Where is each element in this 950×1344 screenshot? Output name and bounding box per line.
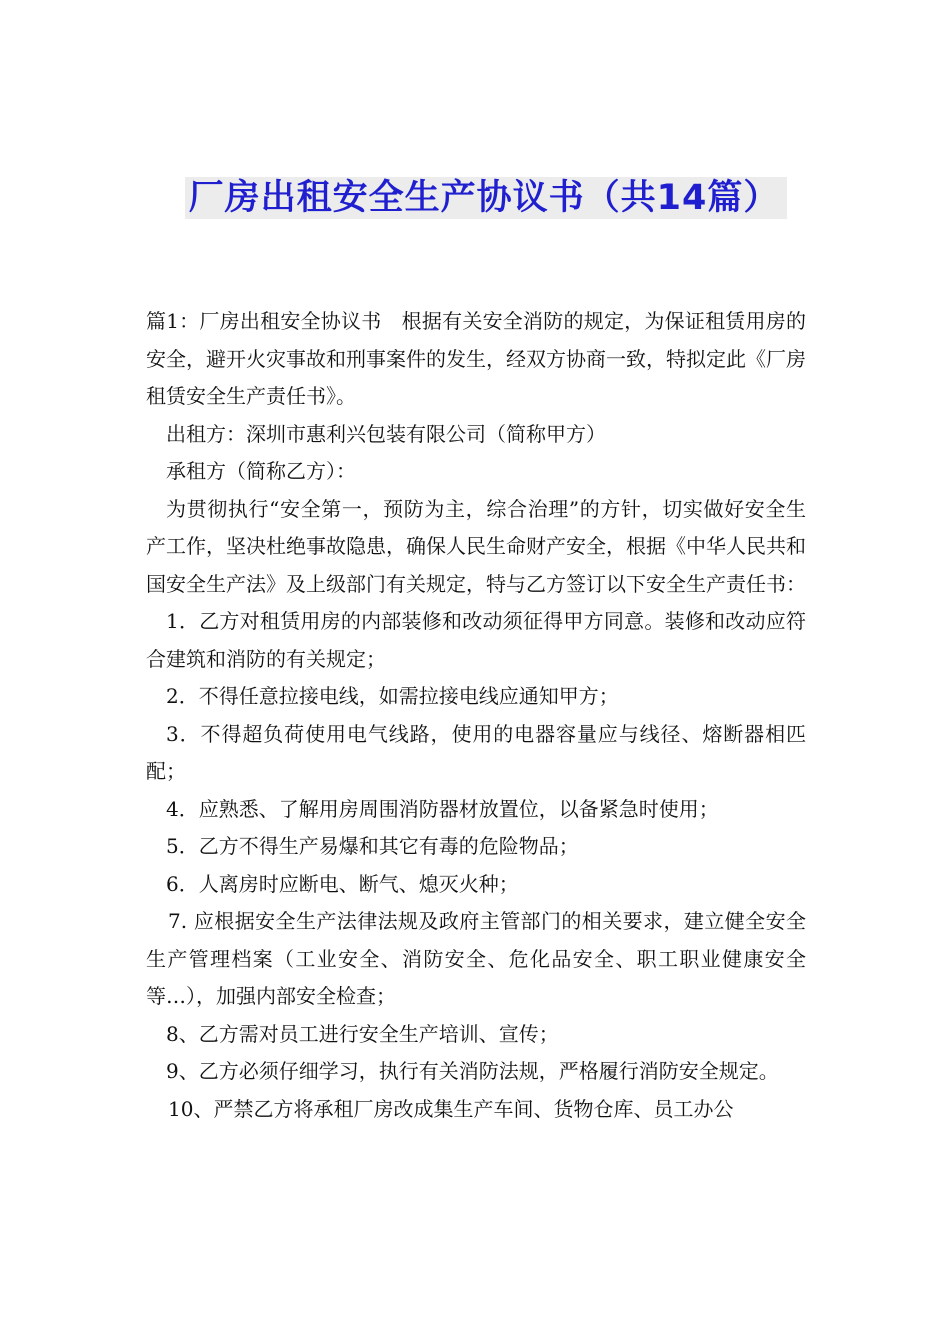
document-body	[146, 303, 806, 1128]
paragraph-intro: 篇1：厂房出租安全协议书 根据有关安全消防的规定，为保证租赁用房的安全，避开火灾事故和刑事案件的发生，经双方协商一致，特拟定此《厂房租赁安全生产责任书》。	[146, 309, 806, 408]
clause-6: 6．人离房时应断电、断气、熄灭火种；	[166, 871, 519, 896]
clause-8: 8、乙方需对员工进行安全生产培训、宣传；	[166, 1021, 559, 1046]
title-container	[0, 177, 950, 219]
clause-3: 3．不得超负荷使用电气线路，使用的电器容量应与线径、熔断器相匹配；	[146, 721, 806, 783]
clause-7: 7. 应根据安全生产法律法规及政府主管部门的相关要求，建立健全安全生产管理档案（工业安全、消防安全、危化品安全、职工职业健康安全等…），加强内部安全检查；	[146, 909, 806, 1008]
clause-1: 1．乙方对租赁用房的内部装修和改动须征得甲方同意。装修和改动应符合建筑和消防的有关规定；	[146, 609, 806, 671]
clause-5: 5．乙方不得生产易爆和其它有毒的危险物品；	[166, 834, 579, 858]
paragraph-policy: 为贯彻执行“安全第一，预防为主，综合治理”的方针，切实做好安全生产工作，坚决杜绝事故隐患，确保人民生命财产安全，根据《中华人民共和国安全生产法》及上级部门有关规定，特与乙方签订以下安全生产责任书：	[146, 496, 806, 596]
clause-2: 2．不得任意拉接电线，如需拉接电线应通知甲方；	[166, 684, 619, 708]
document-title: 厂房出租安全生产协议书（共14篇）	[185, 177, 788, 219]
paragraph-lessor: 出租方：深圳市惠利兴包装有限公司（简称甲方）	[166, 421, 606, 446]
clause-10: 10、严禁乙方将承租厂房改成集生产车间、货物仓库、员工办公	[168, 1096, 734, 1121]
clause-9: 9、乙方必须仔细学习，执行有关消防法规，严格履行消防安全规定。	[166, 1059, 779, 1083]
paragraph-lessee: 承租方（简称乙方）：	[166, 459, 356, 483]
clause-4: 4．应熟悉、了解用房周围消防器材放置位，以备紧急时使用；	[166, 796, 719, 821]
